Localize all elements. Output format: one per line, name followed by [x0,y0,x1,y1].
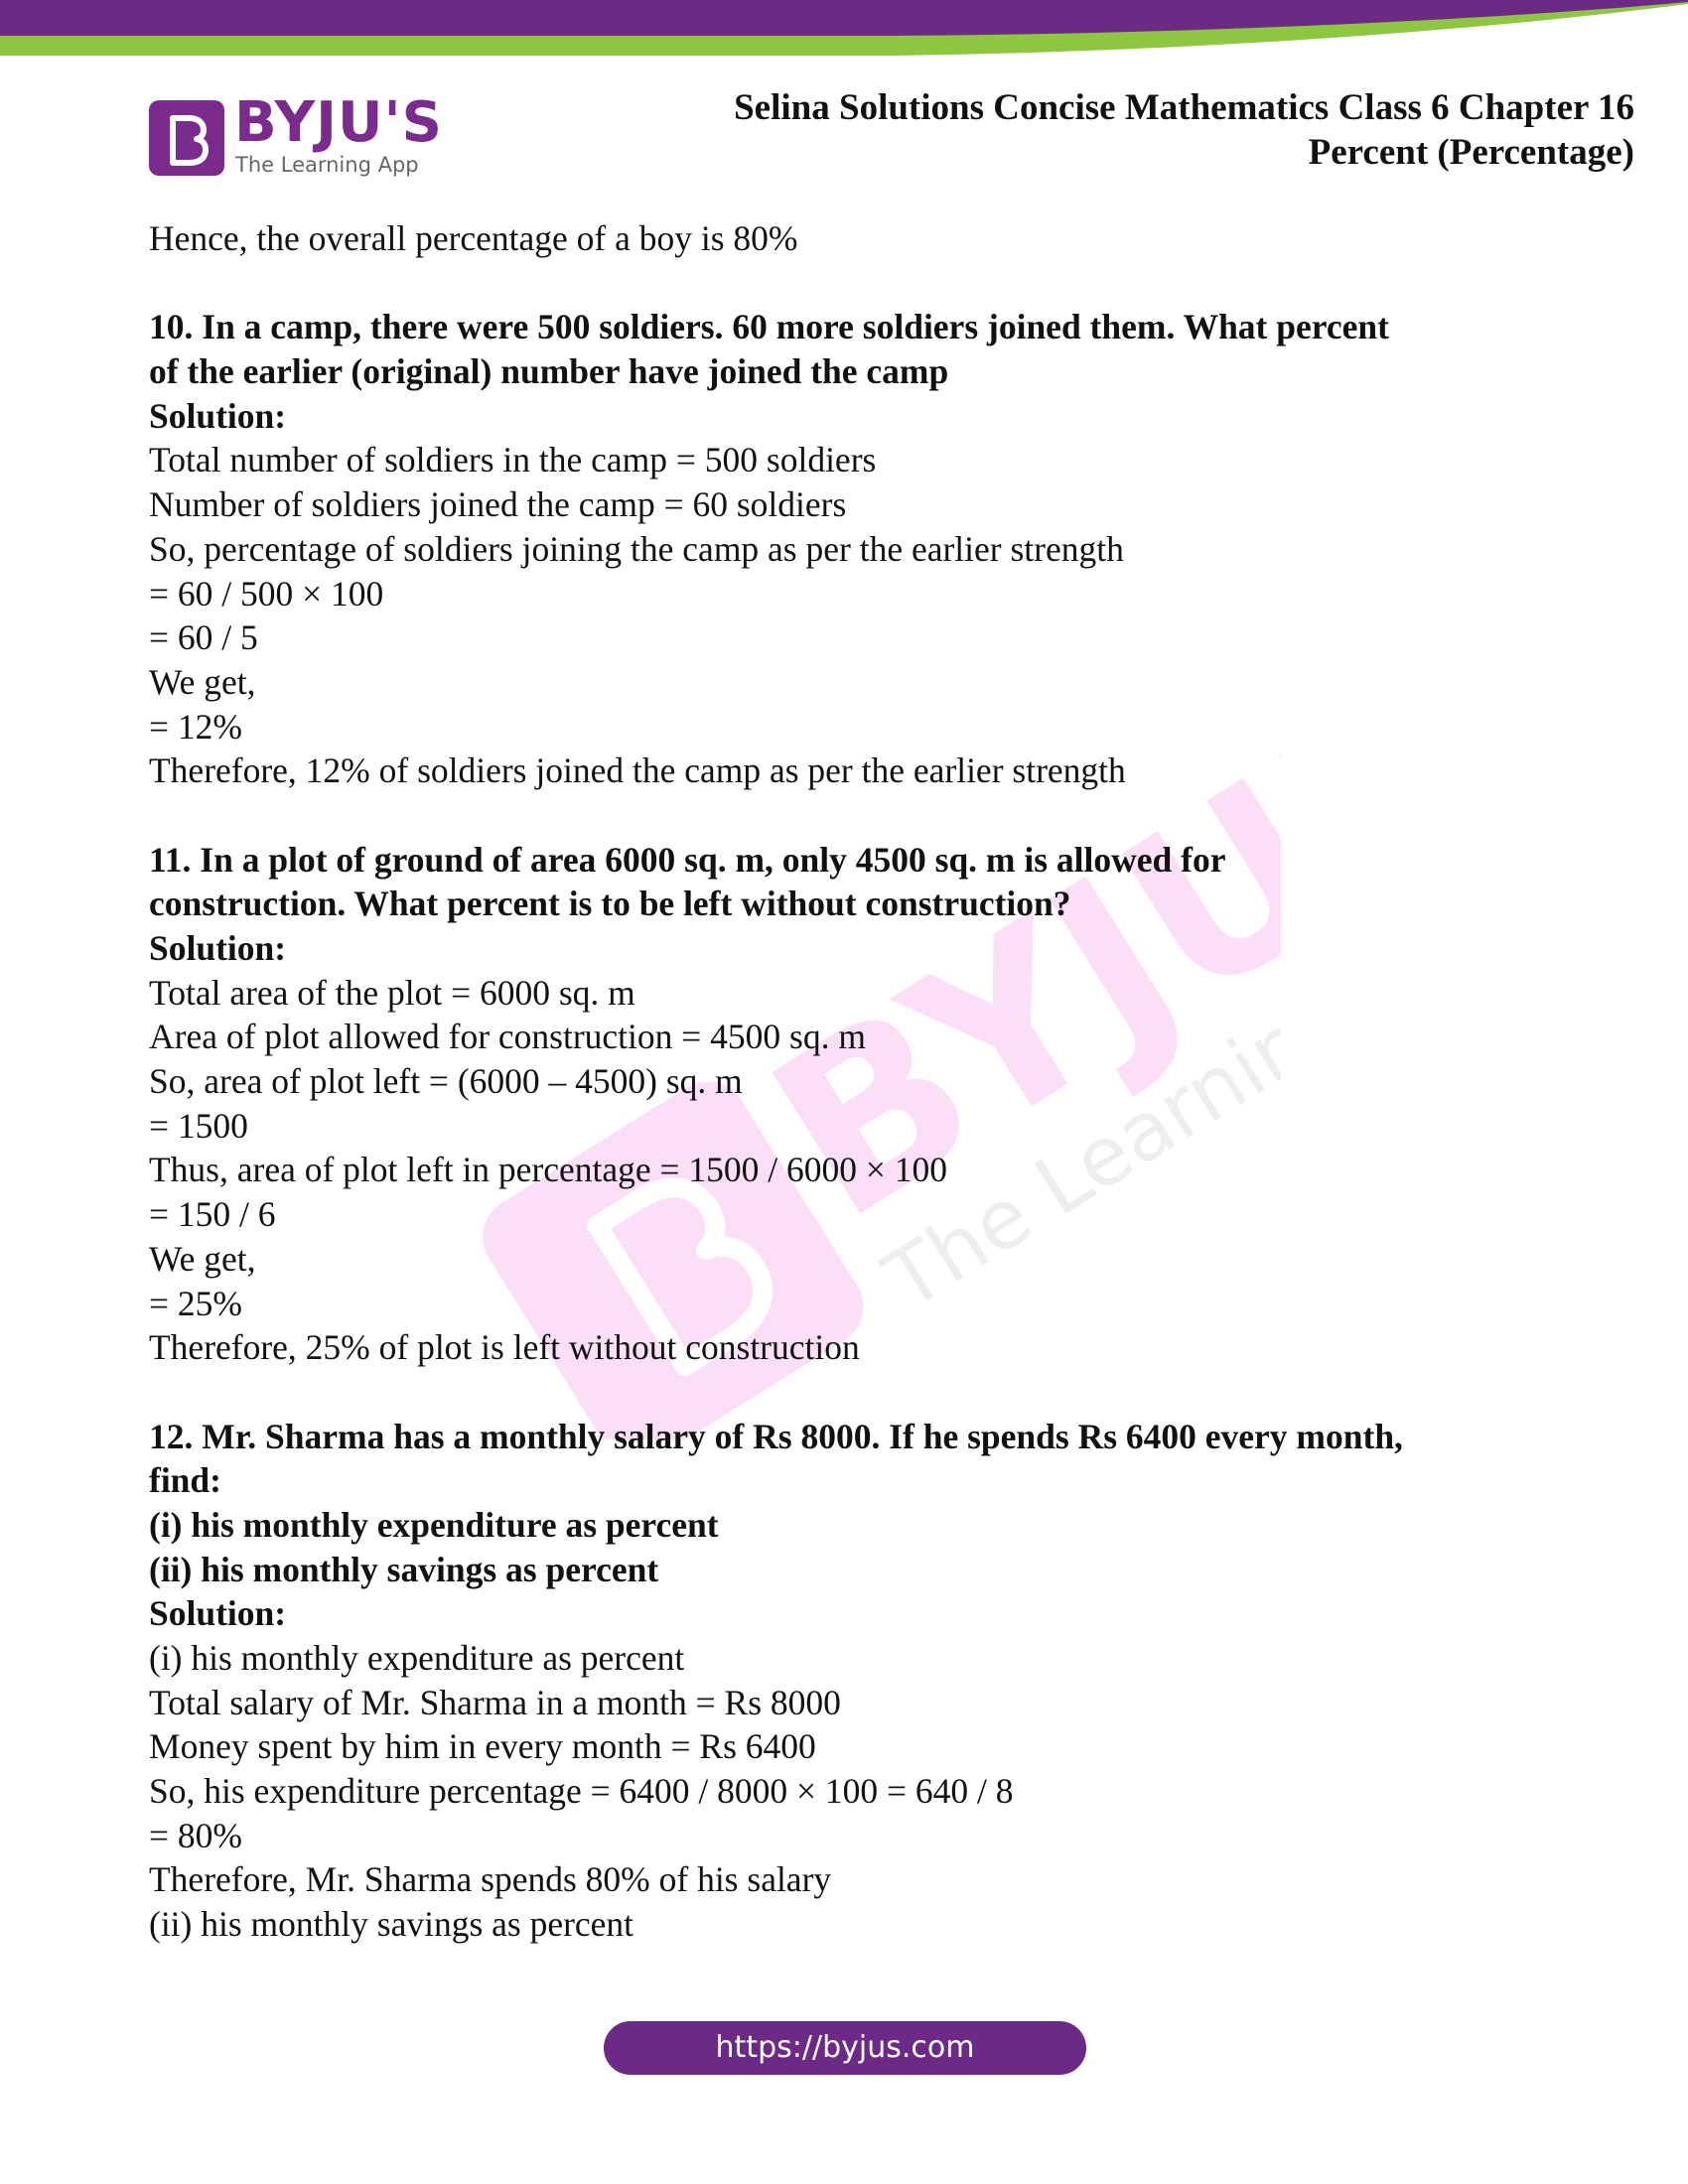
q10-solution-line: Number of soldiers joined the camp = 60 soldiers [149,484,847,525]
header-title-line-2: Percent (Percentage) [1308,132,1634,173]
q10-solution-line: Total number of soldiers in the camp = 500 soldiers [149,440,877,480]
q12-part-ii: (ii) his monthly savings as percent [149,1549,659,1589]
footer-url-link[interactable]: https://byjus.com [604,2021,1086,2075]
logo-tagline: The Learning App [235,153,419,177]
q10-solution-line: We get, [149,661,256,702]
q10-solution-line: Therefore, 12% of soldiers joined the camp as per the earlier strength [149,751,1126,791]
q10-solution-line: = 60 / 500 × 100 [149,573,384,614]
q11-solution-line: Area of plot allowed for construction = 4500 sq. m [149,1017,866,1057]
q11-solution-line: Total area of the plot = 6000 sq. m [149,972,635,1013]
top-decorative-bar [0,0,1688,60]
byjus-logo [149,90,443,180]
q10-solution-line: So, percentage of soldiers joining the camp as per the earlier strength [149,528,1124,569]
q10-question-line-2: of the earlier (original) number have joined the camp [149,351,949,392]
q10-solution-line: = 60 / 5 [149,617,258,658]
q11-question-line-1: 11. In a plot of ground of area 6000 sq. m, only 4500 sq. m is allowed for [149,839,1226,880]
q11-question-line-2: construction. What percent is to be left without construction? [149,884,1071,924]
q11-solution-line: = 1500 [149,1105,248,1146]
document-header-title [734,85,1634,175]
q12-solution-line: Total salary of Mr. Sharma in a month = Rs 8000 [149,1682,841,1722]
q10-solution-label: Solution: [149,395,287,436]
svg-text:The Learning App: The Learning [869,967,1281,1329]
q12-question-line-2: find: [149,1460,221,1501]
spacer [149,793,1559,838]
q12-solution-line: So, his expenditure percentage = 6400 / 8000 × 100 = 640 / 8 [149,1771,1014,1812]
solution-content [149,216,1559,1947]
intro-text: Hence, the overall percentage of a boy is 80% [149,218,798,258]
q12-question-line-1: 12. Mr. Sharma has a monthly salary of Rs 8000. If he spends Rs 6400 every month, [149,1416,1403,1456]
q11-solution-line: = 150 / 6 [149,1194,276,1235]
q11-solution-line: So, area of plot left = (6000 – 4500) sq. m [149,1061,743,1102]
q12-part-i: (i) his monthly expenditure as percent [149,1504,719,1545]
q11-solution-line: Therefore, 25% of plot is left without construction [149,1327,860,1368]
q11-solution-label: Solution: [149,928,287,968]
q12-solution-line: Therefore, Mr. Sharma spends 80% of his salary [149,1859,832,1900]
spacer [149,261,1559,306]
byjus-b-icon [149,100,224,176]
spacer [149,1370,1559,1415]
q10-solution-line: = 12% [149,706,242,747]
header-title-line-1: Selina Solutions Concise Mathematics Class 6 Chapter 16 [734,87,1634,128]
logo-wordmark: BYJU'S [234,90,443,155]
q10-question-line-1: 10. In a camp, there were 500 soldiers. 60 more soldiers joined them. What percent [149,307,1389,347]
q12-solution-line: (ii) his monthly savings as percent [149,1904,634,1945]
svg-text:BYJU'S: BYJU'S [731,645,1281,1272]
q12-solution-line: (i) his monthly expenditure as percent [149,1638,685,1678]
q11-solution-line: = 25% [149,1283,242,1323]
q12-solution-line: = 80% [149,1815,242,1855]
q11-solution-line: Thus, area of plot left in percentage = 1500 / 6000 × 100 [149,1150,948,1190]
q12-solution-label: Solution: [149,1593,287,1634]
q11-solution-line: We get, [149,1238,256,1279]
q12-solution-line: Money spent by him in every month = Rs 6400 [149,1726,816,1767]
